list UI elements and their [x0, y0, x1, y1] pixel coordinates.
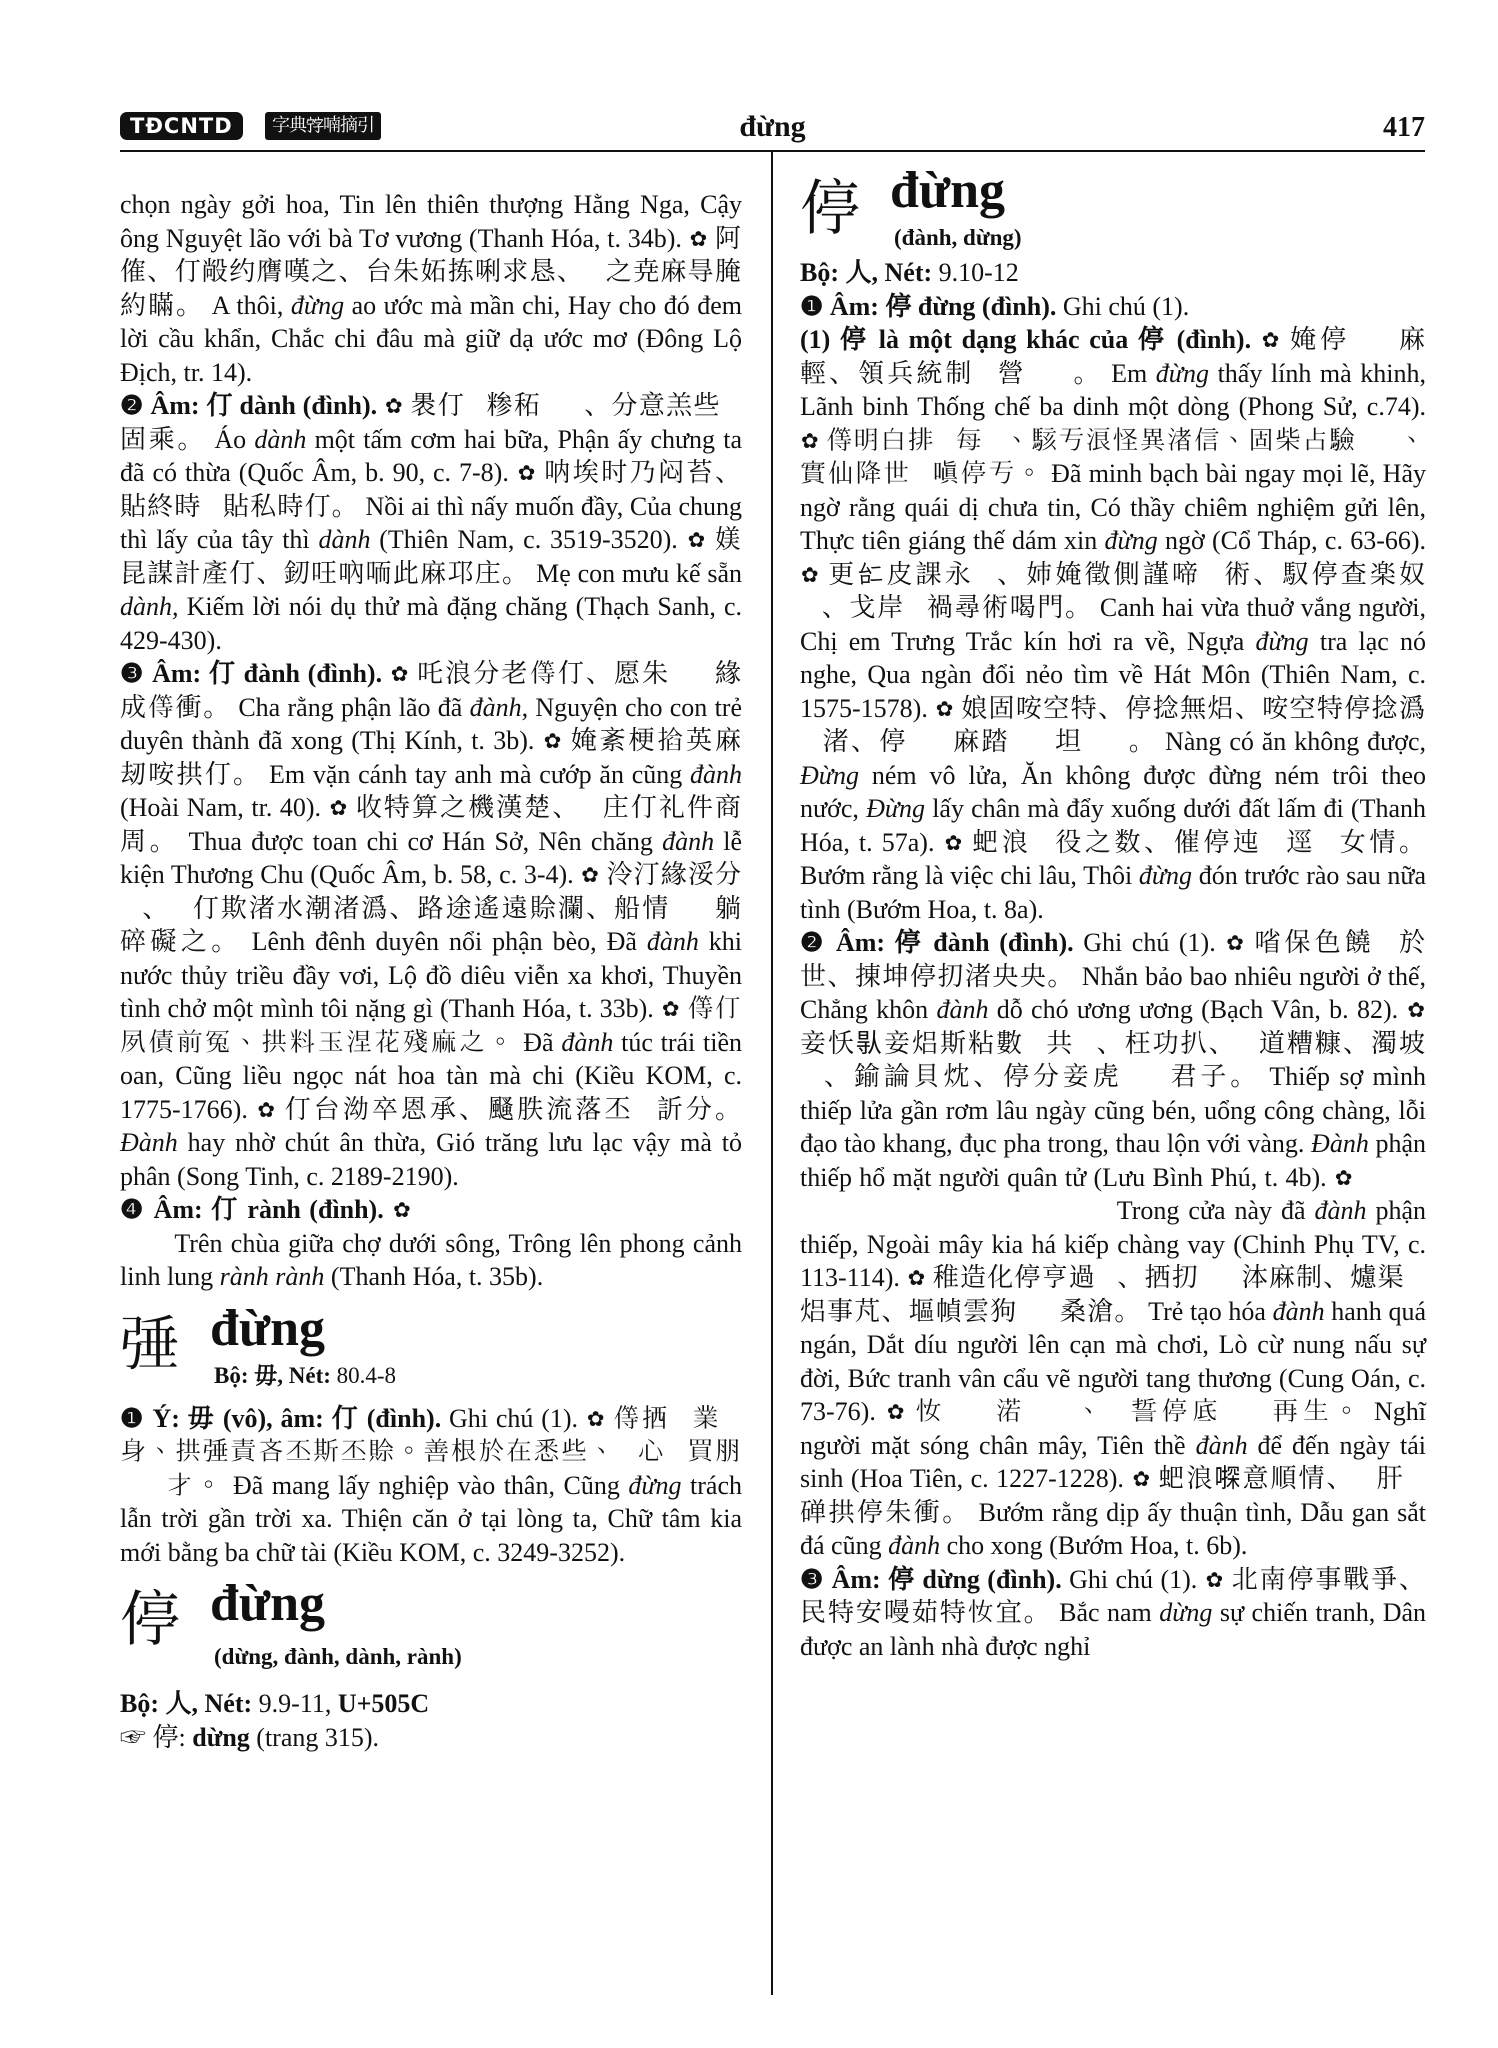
text-e3-ref1: 停:: [152, 1722, 186, 1752]
text-e2-t2: Đã mang lấy nghiệp vào thân, Cũng: [233, 1470, 620, 1500]
text-s1-i6: đừng: [1138, 861, 1193, 890]
circled-four-icon: ❹: [120, 1195, 146, 1224]
text-s1-t3: thấy lính mà khinh, Lãnh binh Thống chế ba dinh một dòng (Phong Sử, c.74).: [800, 358, 1426, 421]
text-e3-ref3: (trang 315).: [256, 1722, 380, 1752]
text-s3-t8: khi nước thủy triều đầy vơi, Lộ đồ diêu viễn xa khơi, Thuyền tình chở một mình tôi nặng gì (Thanh Hóa, t. 33b).: [120, 927, 742, 1023]
text-p1-han: 阿傕、仃㲂约膺嘆之、台朱妬拣唎求恳、𡀳之尭麻㝵腌約瞞。: [120, 223, 742, 320]
text-s3-t2: Nguyện cho con trẻ duyên thành đã xong (Thị Kính, t. 3b).: [120, 692, 742, 755]
text-s3-label: Âm: 仃 đành (đình).: [152, 659, 383, 688]
text-s3-han5: 𠎬仃夙債前冤、拱料玉涅花殘麻之。: [120, 994, 743, 1057]
flower-icon: ✿: [329, 796, 348, 820]
text-s3-t9: Đã: [523, 1027, 554, 1057]
text-s1-label: Âm: 停 đừng (đình).: [829, 291, 1057, 321]
text-s3-han4: 泠汀緣浽分𬞔、𠎬仃欺渚水潮渚潙、路途遙遠賒瀾、船情𨅸𣳔躺碎礙之。: [120, 860, 742, 956]
text-s2-t6: phận thiếp, Ngoài mây kia há kiếp chàng vay (Chinh Phụ TV, c. 113-114).: [800, 1196, 1427, 1292]
text-e2-t1: Ghi chú (1).: [449, 1403, 579, 1433]
text-s1-i5: Đừng: [866, 794, 926, 823]
entry-headword: đừng: [210, 1299, 326, 1357]
text-s3-i1: dừng: [1159, 1598, 1213, 1627]
text-s1-t8: Nàng có ăn không được,: [1165, 727, 1426, 756]
text-s4-t2: (Thanh Hóa, t. 35b).: [330, 1262, 544, 1291]
right-column: [800, 160, 1426, 1663]
flower-icon: ✿: [390, 662, 409, 686]
text-s2-i1: dành: [254, 424, 307, 454]
text-s3-han: 北南停事戰爭、民特安𠼦茹特𢖵宜。: [800, 1564, 1427, 1627]
entry-character: 𢏴: [120, 1309, 180, 1380]
tdcntd-logo: TĐCNTD: [120, 112, 243, 140]
text-e3-net: 9.9-11,: [258, 1689, 332, 1718]
text-s2-han5: 𢖵𠃣𩈘渃𩠴𨖲、𥱬誓停底𦤾𣇞再生。: [915, 1397, 1364, 1426]
text-s3-label: Âm: 停 dừng (đình).: [831, 1564, 1062, 1594]
text-s2-han: 褁仃𡗶糁䄷𩚵𩚵、分意羔些𠎬固乘。: [120, 391, 743, 454]
text-s1-t6: Canh hai vừa thuở vắng người, Chị em Trưng Trắc kín hơi ra về, Ngựa: [800, 593, 1427, 656]
text-e2-label: Ý: 毋 (vô), âm: 仃 (đình).: [152, 1403, 442, 1433]
text-s2-i1: đành: [936, 995, 989, 1024]
sense-3-dừng: [800, 1563, 1426, 1664]
flower-icon: ✿: [1132, 1467, 1151, 1491]
text-s1-t0: Ghi chú (1).: [1062, 291, 1190, 321]
entry-headword: đừng: [890, 162, 1006, 219]
text-p1: chọn ngày gởi hoa, Tin lên thiên thượng Hằng Nga, Cậy ông Nguyệt lão với bà Tơ vương (Thanh Hóa, t. 34b).: [120, 190, 742, 253]
entry-header-dung-2: [120, 1299, 742, 1410]
flower-icon: ✿: [1226, 931, 1244, 955]
flower-icon: ✿: [661, 997, 680, 1021]
flower-icon: ✿: [801, 428, 819, 453]
circled-one-icon: ❶: [120, 1403, 145, 1433]
text-s1-i2: đừng: [1104, 526, 1158, 555]
flower-icon: ✿: [581, 863, 599, 887]
text-s2-i2: dành: [318, 525, 371, 554]
text-s2-label: Âm: 停 đành (đình).: [835, 928, 1074, 957]
text-s2-i6: đành: [888, 1531, 941, 1560]
entry-variants: (dừng, đành, dành, rành): [214, 1644, 462, 1669]
text-s2-i3: đành: [1314, 1196, 1367, 1225]
entry-continuation: [120, 188, 742, 389]
text-s1-t5: ngờ (Cổ Tháp, c. 63-66).: [1164, 526, 1427, 555]
text-s1-han3: 更𠄩皮課永𠃣、姉㛪徵側謹啼𢪀術、馭停查楽奴𥊚、戈岸𢬣禍尋術喝門。: [800, 559, 1427, 622]
sense-2-đành: [800, 926, 1426, 1563]
flower-icon: ✿: [935, 696, 954, 721]
entry-variants: (đành, dừng): [894, 225, 1022, 250]
text-s2-i3: dành,: [120, 592, 179, 621]
entry-radical: [214, 1362, 396, 1390]
text-s3-t10: túc trái tiền oan, Cũng liều ngọc nát hoa tàn mà chi (Kiều KOM, c. 1775-1766).: [120, 1027, 742, 1124]
text-s1-t10: lấy chân mà đẩy xuống dưới đất lấm đi (Thanh Hóa, t. 57a).: [800, 794, 1426, 857]
text-s1-han: 㛪停𧡊𠔦麻輕、領兵統制𠀧營𠬠𣳔。: [800, 325, 1427, 388]
text-e2-net: 80.4-8: [336, 1362, 397, 1388]
flower-icon: ✿: [586, 1406, 605, 1431]
flower-icon: ✿: [1205, 1567, 1224, 1592]
text-s3-t11: hay nhờ chút ân thừa, Gió trăng lưu lạc vậy mà tỏ phân (Song Tinh, c. 2189-2190).: [120, 1128, 742, 1191]
circled-three-icon: ❸: [800, 1564, 825, 1594]
page-header: [120, 108, 1425, 150]
text-s2-han3: 𨷑閉尼𠎬停分妾、外霳箕𣈜刼扒撝。: [800, 1162, 1427, 1225]
text-s2-t5: Trong cửa này đã: [1116, 1196, 1306, 1225]
text-s4-label: Âm: 仃 rành (đình).: [153, 1195, 384, 1224]
flower-icon: ✿: [687, 528, 706, 552]
text-s2-t10: để đến ngày tái sinh (Hoa Tiên, c. 1227-1228).: [800, 1430, 1427, 1493]
left-column: [120, 188, 742, 1754]
text-s2-t7: Trẻ tạo hóa: [1148, 1296, 1266, 1326]
text-s1-i1: đừng: [1155, 358, 1209, 388]
flower-icon: ✿: [543, 729, 562, 753]
text-s4-han: 𨖅厨𥚄𢃱𠚢滝、䡢𨗜風景玲瓏仃仃。: [120, 1195, 743, 1258]
text-s4-t1: Trên chùa giữa chợ dưới sông, Trông lên phong cảnh linh lung: [120, 1228, 743, 1291]
text-e2-han: 𠎬拪𥙩業𠓨身、拱𢏴責吝丕斯丕賒。善根於在悉些、𡨸心𥪝買朋𠀧𡨸才。: [120, 1403, 743, 1500]
text-s2-t5: Mẹ con mưu kế sẵn: [536, 558, 742, 588]
text-s2-t3: Thiếp sợ mình thiếp lửa gần rơm lâu ngày cũng bén, uổng công chàng, lỗi đạo tào khang, đục pha trong, thau lộn với vàng.: [800, 1062, 1427, 1158]
text-e2-bo: Bộ: 毋, Nét:: [214, 1362, 331, 1388]
flower-icon: ✿: [886, 1400, 905, 1424]
flower-icon: ✿: [1407, 998, 1426, 1022]
text-s2-t4: (Thiên Nam, c. 3519-3520).: [379, 525, 678, 554]
circled-one-icon: ❶: [800, 291, 824, 321]
text-s1-t2: Em: [1111, 358, 1148, 388]
sense-4-rành: [120, 1193, 742, 1294]
text-s3-han3: 收特算之機漢楚、𫀅庄仃礼件商周。: [120, 793, 743, 856]
page-number: 417: [1383, 112, 1425, 143]
text-s3-t2: sự chiến tranh, Dân được an lành nhà được nghỉ: [800, 1598, 1427, 1661]
text-s2-t8: hanh quá ngán, Dắt díu người lên cạn mà chơi, Lò cừ nung nấu sự đời, Bức tranh vân cẩu vẽ người tang thương (Cung Oán, c. 73-76).: [800, 1296, 1426, 1426]
text-s3-han: 吒浪分老𠎬仃、愿朱𡮣𥙩緣成𠎬衝。: [120, 659, 743, 722]
text-s3-i6: Đành: [120, 1128, 178, 1157]
circled-two-icon: ❷: [800, 928, 827, 957]
text-s3-i3: đành: [662, 826, 715, 856]
text-s1-t11: Bướm rằng là việc chi lâu, Thôi: [800, 861, 1133, 890]
text-s3-t7: Lênh đênh duyên nổi phận bèo, Đã: [251, 927, 637, 956]
text-s3-t5: Thua được toan chi cơ Hán Sở, Nên chăng: [188, 826, 653, 856]
text-s2-t6: Kiếm lời nói dụ thử mà đặng chăng (Thạch Sanh, c. 429-430).: [120, 592, 743, 655]
circled-three-icon: ❸: [120, 659, 145, 688]
text-p1b: A thôi,: [211, 290, 284, 320]
text-s2-han3: 媄昆謀計產仃、釰㕵吶㖇此麻邛庄。: [120, 525, 743, 588]
text-s3-han2: 㛪紊梗𢰖英麻刼咹拱仃。: [120, 726, 743, 789]
text-s3-t6: lễ kiện Thương Chu (Quốc Âm, b. 58, c. 3-4).: [120, 826, 743, 889]
text-s2-han: 㗂保色饒𠃣於世、㨂坤停㧅渚央央。: [800, 928, 1427, 991]
sense-1-dừng: [800, 290, 1426, 324]
pointing-hand-icon: ☞: [120, 1722, 147, 1752]
han-nom-logo: 字典𡨸喃摘引: [265, 112, 381, 140]
entry-character: 停: [120, 1585, 180, 1655]
entry-headword: đừng: [210, 1575, 326, 1632]
text-s4-i1: rành rành: [219, 1262, 325, 1291]
text-s2-t2: dỗ chó ương ương (Bạch Vân, b. 82).: [996, 995, 1399, 1024]
flower-icon: ✿: [907, 1266, 926, 1290]
text-s2-label: Âm: 仃 dành (đình).: [150, 391, 378, 420]
text-s1-t4: Đã minh bạch bài ngay mọi lẽ, Hãy ngờ rằng quái dị chưa tin, Có thầy chiêm nghiệm gửi lên, Thực tiên giáng thế dám xin: [800, 459, 1426, 555]
flower-icon: ✿: [384, 394, 403, 418]
text-e3-u: U+505C: [337, 1689, 430, 1718]
text-s3-i1: đành,: [469, 692, 529, 722]
entry-character: 停: [800, 174, 860, 244]
text-s2-t4: phận thiếp hổ mặt người quân tử (Lưu Bình Phú, t. 4b).: [800, 1129, 1426, 1192]
text-s3-t4: (Hoài Nam, tr. 40).: [120, 793, 322, 822]
text-s2-i5: đành: [1195, 1430, 1248, 1460]
text-s1-i4: Đừng: [800, 760, 859, 790]
text-s2-t11: Bướm rằng dịp ấy thuận tình, Dẫu gan sắt đá cũng: [800, 1497, 1426, 1560]
running-head: đừng: [739, 110, 806, 143]
sense-1-body: [800, 323, 1426, 926]
circled-two-icon: ❷: [120, 391, 144, 420]
text-e-net: 9.10-12: [938, 258, 1019, 287]
text-s1-han2: 𠎬明白排𠖈每𥙩、駭亐浪怪異渚信、固柴占驗𠽄𨖲、實仙降世𠻴嗔停亐。: [800, 425, 1426, 488]
column-divider: [771, 150, 773, 1995]
text-s2-t2: một tấm cơm hai bữa, Phận ấy chưng ta đã có thừa (Quốc Âm, b. 90, c. 7-8).: [120, 424, 743, 487]
flower-icon: ✿: [801, 562, 819, 587]
sense-3-đành: [120, 657, 742, 1193]
text-s2-t9: Nghĩ người mặt sóng chân mây, Tiên thề: [800, 1397, 1427, 1460]
text-s2-i4: đành: [1272, 1296, 1325, 1326]
text-e-bo: Bộ: 人, Nét:: [800, 258, 933, 287]
text-s3-i4: đành: [646, 927, 699, 956]
cross-reference: [120, 1721, 742, 1755]
text-s1-han5: 蚆浪𠶆役之数、催停迍𦀳逕𤤰女情。: [972, 827, 1427, 857]
text-s3-i5: đành: [561, 1027, 614, 1057]
text-s2-han2: 妾㤇𠊛妾焒斯粘數𣇞共𤍌、枉功扒、𩵜道糟糠、濁坡𨈖、鍮論貝㶩、停分妾虎𥙩𠃣君子。: [800, 1028, 1426, 1091]
text-s3-t1: Bắc nam: [1059, 1598, 1152, 1627]
entry-dung-2-body: [120, 1402, 742, 1570]
text-s3-t3: Em vặn cánh tay anh mà cướp ăn cũng: [269, 759, 683, 789]
text-s3-t1: Cha rằng phận lão đã: [238, 692, 463, 722]
text-s2-t1: Nhắn bảo bao nhiêu người ở thế, Chẳng khôn: [800, 961, 1426, 1024]
text-s1-t9: ném vô lửa, Ăn không được đừng ném trôi theo nước,: [800, 760, 1426, 823]
text-e3-ref2: dừng: [192, 1722, 250, 1752]
text-s3-i2: đành: [690, 759, 742, 789]
text-e3-bo: Bộ: 人, Nét:: [120, 1689, 253, 1718]
flower-icon: ✿: [393, 1198, 411, 1222]
text-s1-t12: đón trước rào sau nữa tình (Bướm Hoa, t. 8a).: [800, 861, 1427, 924]
flower-icon: ✿: [1334, 1165, 1353, 1190]
text-s2-han4: 稚造化停亨過𡃕、拪㧅𠃣𨖲泍麻制、爈渠𤍌焒事芃、塸幀雲狗𩠴𠃣桑滄。: [800, 1263, 1427, 1326]
text-s1-han4: 娘固咹空特、停捻無焒、咹空特停捻潙𦛿渚、停𥙩𩠴麻踏𠫾𠁀坦𡎝𤼸。: [800, 693, 1427, 756]
entry-header-dung-main: [800, 160, 1426, 278]
flower-icon: ✿: [689, 226, 708, 251]
text-s2-t1: Áo: [214, 424, 247, 454]
text-s2-han2: 呐埃时乃闷苔、貼終時𢬣貼私時仃。: [120, 458, 743, 521]
text-p1c: ao ước mà mần chi, Hay cho đó đem lời cầu khẩn, Chắc chi đâu mà giữ dạ ước mơ (Đông Lộ Địch, tr. 14).: [120, 290, 743, 387]
text-p1b-i: đừng: [290, 290, 345, 320]
text-s1-t1: (1) 停 là một dạng khác của 停 (đình).: [800, 325, 1252, 354]
flower-icon: ✿: [944, 830, 963, 855]
sense-2-dành: [120, 389, 742, 657]
flower-icon: ✿: [517, 461, 536, 485]
text-s2-t12: cho xong (Bướm Hoa, t. 6b).: [946, 1531, 1248, 1560]
text-e2-i1: đừng: [628, 1470, 682, 1500]
text-s2-t0: Ghi chú (1).: [1083, 928, 1216, 957]
entry-header-dung-3: [120, 1575, 742, 1701]
flower-icon: ✿: [257, 1097, 276, 1122]
text-s2-i2: Đành: [1311, 1129, 1369, 1158]
text-e2-t3: trách lẫn trời gần trời xa. Thiện căn ở tại lòng ta, Chữ tâm kia mới bằng ba chữ tài (Kiều KOM, c. 3249-3252).: [120, 1470, 743, 1567]
text-s2-t3: Nồi ai thì nấy muốn đầy, Của chung thì lấy của tây thì: [120, 491, 743, 554]
text-s3-t0: Ghi chú (1).: [1069, 1564, 1198, 1594]
flower-icon: ✿: [1261, 328, 1280, 352]
text-s1-t7: tra lạc nó nghe, Qua ngàn đổi nẻo tìm về Hát Môn (Thiên Nam, c. 1575-1578).: [800, 626, 1427, 723]
text-s3-han6: 仃台泑卒恩承、颾胅流落丕𪦆訢分。: [284, 1094, 742, 1124]
text-s2-han6: 蚆浪𠽄意順情、𨫊肝𡘵䃅拱停朱衝。: [800, 1464, 1426, 1527]
text-s1-i3: đừng: [1255, 626, 1309, 656]
